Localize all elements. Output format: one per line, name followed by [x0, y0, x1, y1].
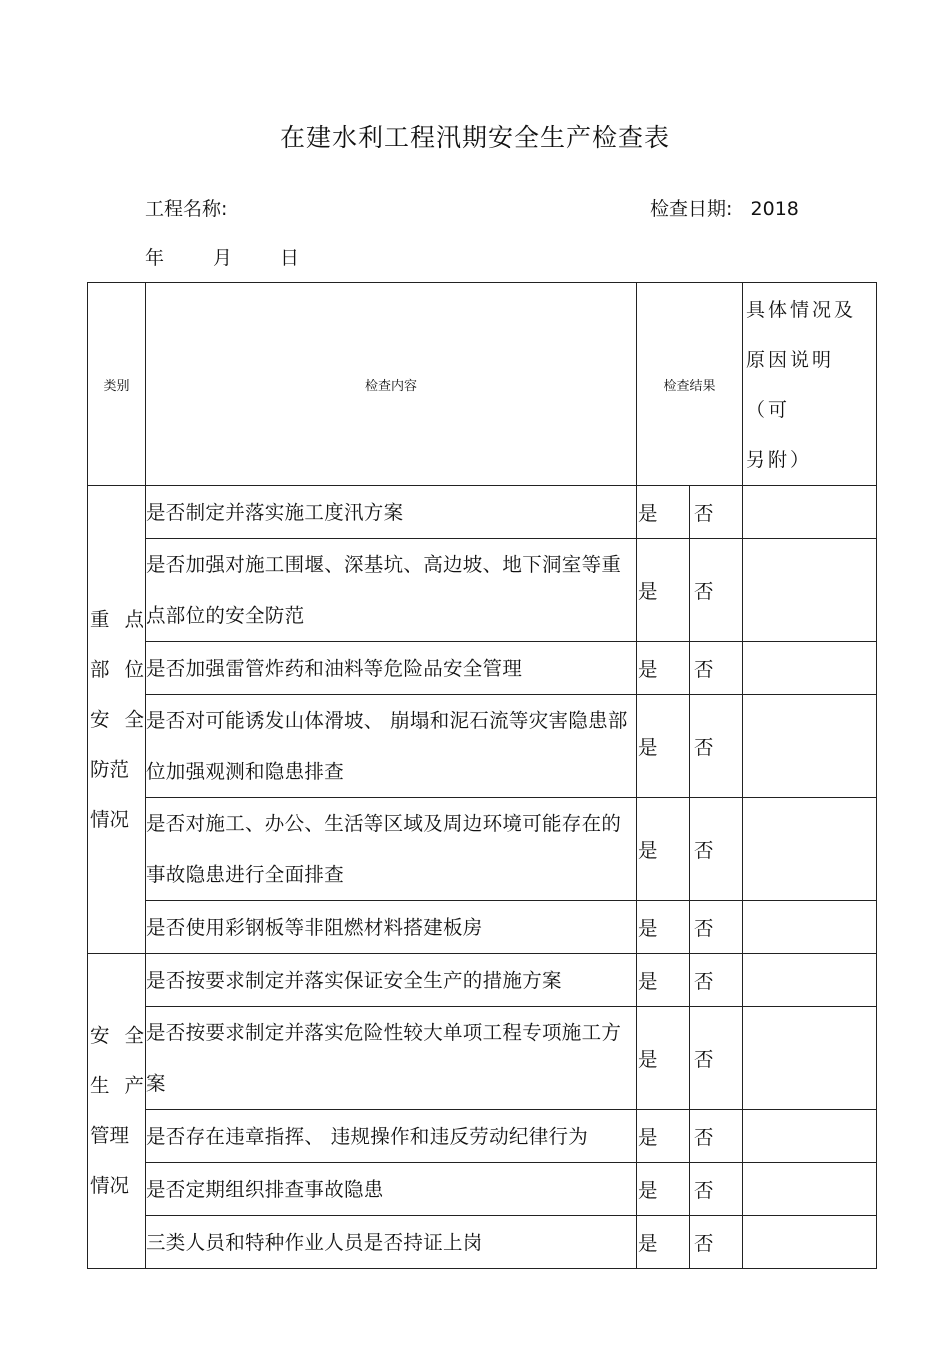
result-yes[interactable]: 是 — [637, 954, 690, 1007]
date-year-char: 年 — [145, 247, 165, 269]
table-header-row — [88, 283, 877, 486]
category-line: 生 产 — [90, 1074, 144, 1097]
table-row — [88, 1216, 877, 1269]
header-note-line: 另附） — [746, 449, 813, 471]
check-content: 是否按要求制定并落实危险性较大单项工程专项施工方案 — [146, 1007, 637, 1110]
result-no[interactable]: 否 — [690, 1110, 743, 1163]
page-title: 在建水利工程汛期安全生产检查表 — [279, 123, 670, 152]
result-yes[interactable]: 是 — [637, 1163, 690, 1216]
header-note — [743, 283, 877, 486]
table-row — [88, 695, 877, 798]
note-cell[interactable] — [743, 1007, 877, 1110]
inspection-table — [87, 282, 877, 1269]
result-yes[interactable]: 是 — [637, 1110, 690, 1163]
result-no[interactable]: 否 — [690, 901, 743, 954]
result-no[interactable]: 否 — [690, 798, 743, 901]
result-yes[interactable]: 是 — [637, 486, 690, 539]
check-content: 是否制定并落实施工度汛方案 — [146, 486, 637, 539]
note-cell[interactable] — [743, 901, 877, 954]
header-note-line: 具体情况及 — [746, 299, 857, 321]
date-day-char: 日 — [280, 247, 300, 269]
check-content: 是否加强对施工围堰、深基坑、高边坡、地下洞室等重点部位的安全防范 — [146, 539, 637, 642]
result-yes[interactable]: 是 — [637, 798, 690, 901]
check-content: 是否存在违章指挥、 违规操作和违反劳动纪律行为 — [146, 1110, 637, 1163]
category-line: 情况 — [90, 807, 130, 831]
date-ymd — [145, 243, 299, 270]
project-name-label: 工程名称: — [145, 198, 228, 220]
note-cell[interactable] — [743, 695, 877, 798]
category-line: 部 位 — [90, 657, 144, 681]
table-row — [88, 1163, 877, 1216]
category-cell — [88, 486, 146, 954]
category-line: 重 点 — [90, 607, 144, 631]
category-line: 管理 — [90, 1124, 130, 1147]
note-cell[interactable] — [743, 798, 877, 901]
category-cell — [88, 954, 146, 1269]
note-cell[interactable] — [743, 486, 877, 539]
category-line: 安 全 — [90, 1024, 144, 1047]
check-content: 是否定期组织排查事故隐患 — [146, 1163, 637, 1216]
header-note-line: 原因说明（可 — [746, 349, 835, 421]
table-row — [88, 486, 877, 539]
result-yes[interactable]: 是 — [637, 1007, 690, 1110]
category-line: 安 全 — [90, 707, 144, 731]
date-month-char: 月 — [213, 247, 233, 269]
note-cell[interactable] — [743, 539, 877, 642]
result-yes[interactable]: 是 — [637, 539, 690, 642]
result-no[interactable]: 否 — [690, 486, 743, 539]
check-content: 是否按要求制定并落实保证安全生产的措施方案 — [146, 954, 637, 1007]
table-row — [88, 901, 877, 954]
result-yes[interactable]: 是 — [637, 901, 690, 954]
table-row — [88, 539, 877, 642]
check-content: 三类人员和特种作业人员是否持证上岗 — [146, 1216, 637, 1269]
result-no[interactable]: 否 — [690, 1216, 743, 1269]
table-row — [88, 798, 877, 901]
date-label: 检查日期: — [650, 198, 733, 220]
category-line: 防范 — [90, 757, 130, 781]
note-cell[interactable] — [743, 642, 877, 695]
result-yes[interactable]: 是 — [637, 642, 690, 695]
date-year: 2018 — [750, 198, 799, 220]
table-row — [88, 954, 877, 1007]
result-no[interactable]: 否 — [690, 642, 743, 695]
header-result: 检查结果 — [637, 283, 743, 486]
result-no[interactable]: 否 — [690, 1163, 743, 1216]
note-cell[interactable] — [743, 1110, 877, 1163]
check-content: 是否使用彩钢板等非阻燃材料搭建板房 — [146, 901, 637, 954]
result-yes[interactable]: 是 — [637, 695, 690, 798]
result-no[interactable]: 否 — [690, 539, 743, 642]
header-category: 类别 — [88, 283, 146, 486]
check-content: 是否对施工、办公、生活等区域及周边环境可能存在的事故隐患进行全面排查 — [146, 798, 637, 901]
inspection-date — [650, 194, 799, 221]
category-line: 情况 — [90, 1174, 130, 1197]
result-no[interactable]: 否 — [690, 695, 743, 798]
result-yes[interactable]: 是 — [637, 1216, 690, 1269]
table-row — [88, 1007, 877, 1110]
note-cell[interactable] — [743, 1216, 877, 1269]
note-cell[interactable] — [743, 954, 877, 1007]
header-content: 检查内容 — [146, 283, 637, 486]
result-no[interactable]: 否 — [690, 954, 743, 1007]
result-no[interactable]: 否 — [690, 1007, 743, 1110]
check-content: 是否对可能诱发山体滑坡、 崩塌和泥石流等灾害隐患部位加强观测和隐患排查 — [146, 695, 637, 798]
table-row — [88, 642, 877, 695]
note-cell[interactable] — [743, 1163, 877, 1216]
check-content: 是否加强雷管炸药和油料等危险品安全管理 — [146, 642, 637, 695]
table-row — [88, 1110, 877, 1163]
